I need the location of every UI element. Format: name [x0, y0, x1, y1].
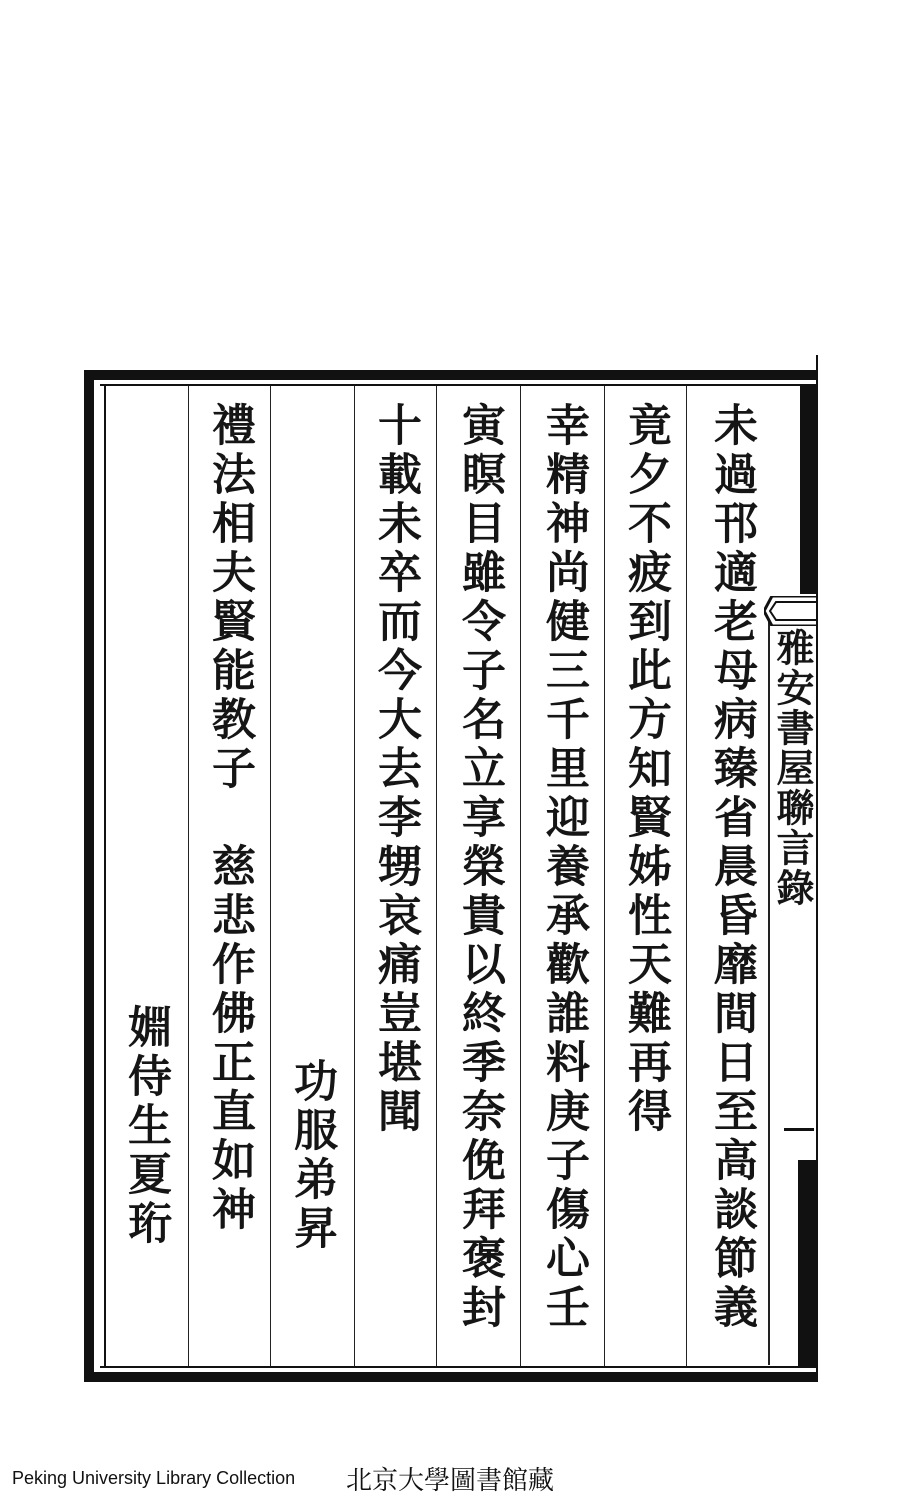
column-rule: [270, 386, 271, 1366]
leaf-number-mark: [784, 1128, 814, 1131]
column-rule: [354, 386, 355, 1366]
text-column-6: 禮法相夫賢能教子 慈悲作佛正直如神: [204, 402, 255, 1235]
column-rule: [520, 386, 521, 1366]
text-column-4: 寅瞑目雖令子名立享榮貴以終季奈俛拜褒封: [454, 402, 505, 1333]
column-rule: [436, 386, 437, 1366]
fishtail-black-block-top: [800, 386, 816, 594]
frame-border-left: [84, 370, 94, 1382]
text-column-2: 竟夕不疲到此方知賢姊性天難再得: [620, 402, 671, 1137]
frame-inner-line-top: [100, 384, 818, 386]
frame-border-bottom: [84, 1372, 818, 1382]
frame-inner-line-left: [104, 384, 106, 1366]
signature-column-1: 功服弟昇: [286, 1058, 337, 1254]
column-rule: [686, 386, 687, 1366]
column-rule: [188, 386, 189, 1366]
text-column-5: 十載未卒而今大去李甥哀痛豈堪聞: [370, 402, 421, 1137]
collection-label-english: Peking University Library Collection: [12, 1468, 296, 1488]
text-column-1: 未過邗適老母病臻省晨昏靡間日至高談節義: [706, 402, 757, 1333]
frame-inner-line-bottom: [100, 1366, 818, 1368]
frame-border-top: [84, 370, 818, 380]
text-column-3: 幸精神尚健三千里迎養承歡誰料庚子傷心壬: [538, 402, 589, 1333]
fishtail-ornament: [764, 596, 816, 626]
fishtail-black-block-bottom: [798, 1160, 816, 1366]
frame-border-right: [816, 355, 818, 1382]
signature-column-2: 婣侍生夏珩: [120, 1004, 171, 1249]
collection-label-chinese: 北京大學圖書館藏: [346, 1466, 555, 1496]
book-title: 雅安書屋聯言錄: [770, 628, 815, 908]
column-rule: [604, 386, 605, 1366]
